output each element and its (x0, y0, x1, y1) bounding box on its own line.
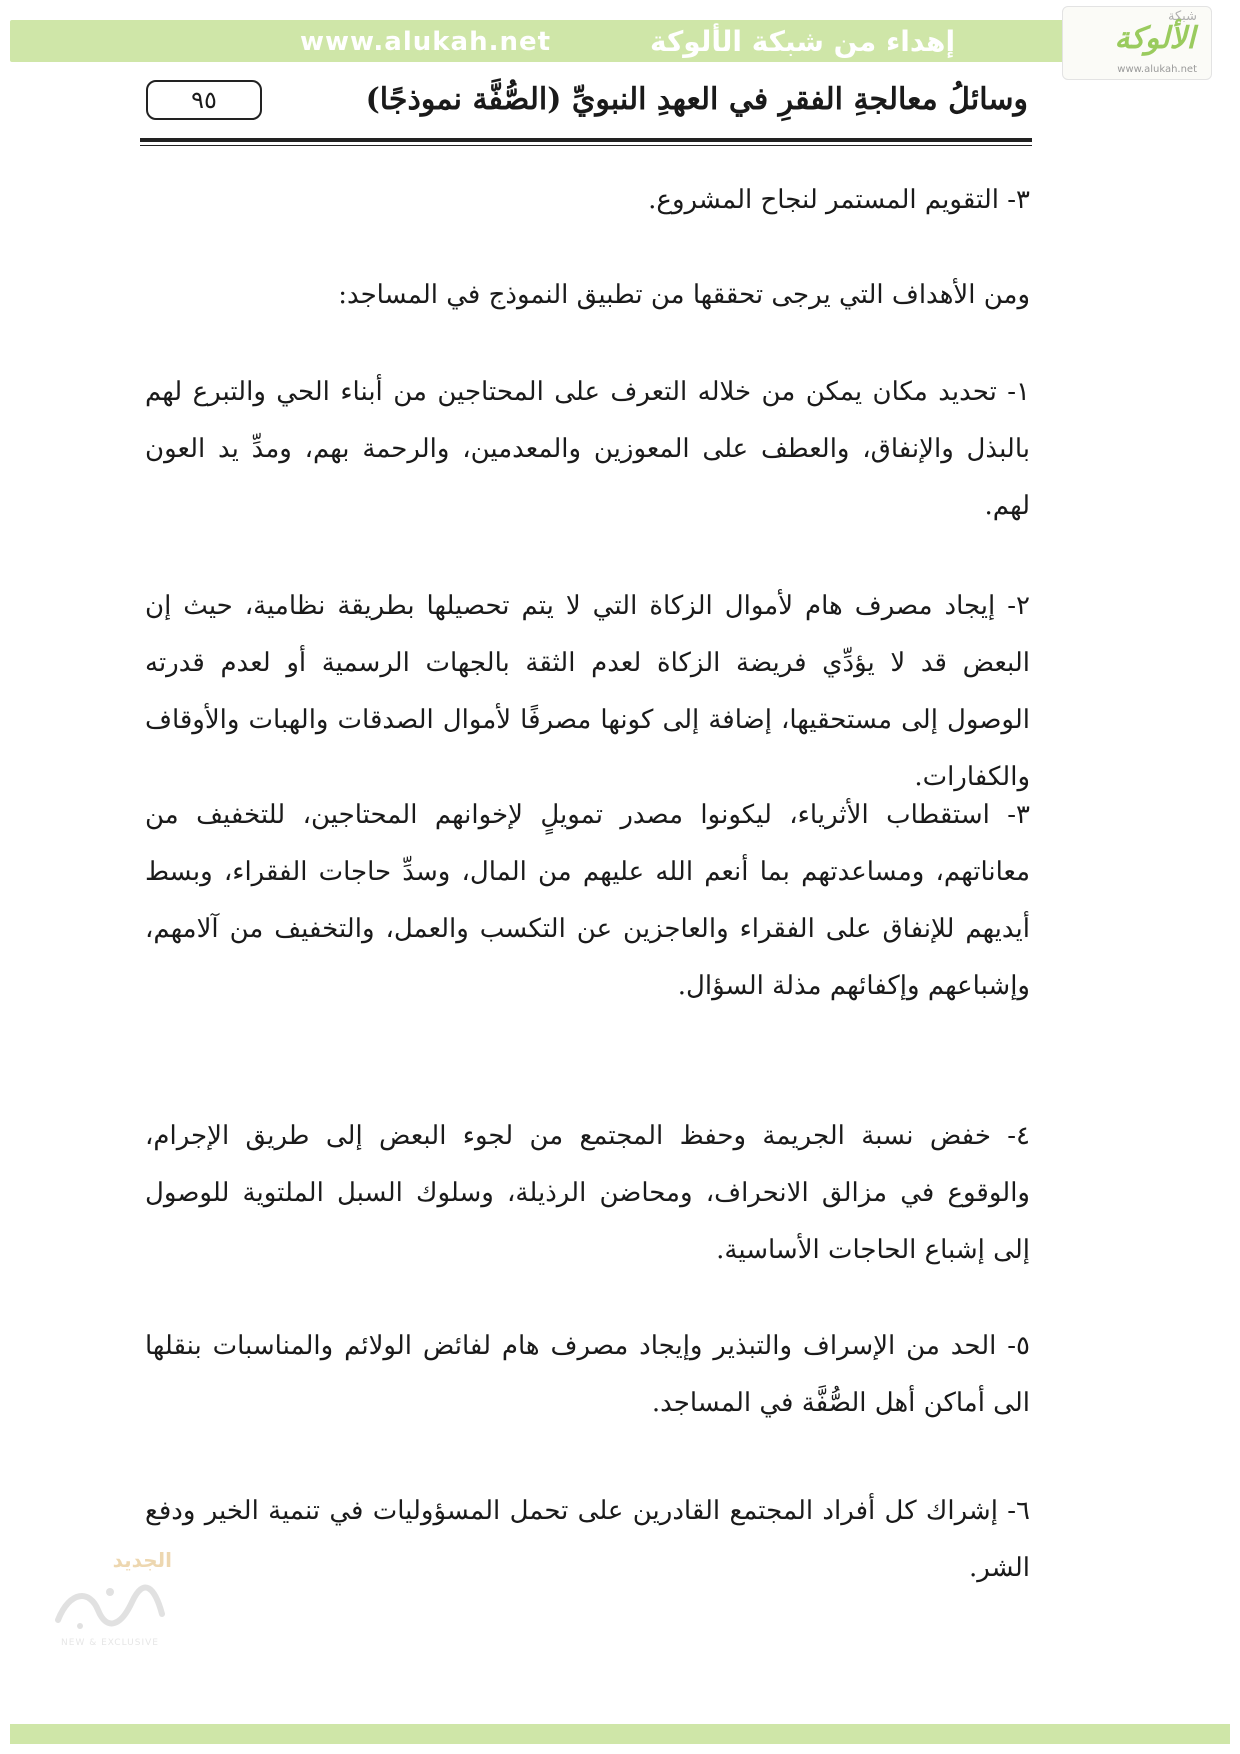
page-title: وسائلُ معالجةِ الفقرِ في العهدِ النبويِّ (الصُّفَّة نموذجًا) (365, 82, 1028, 117)
banner-url[interactable]: www.alukah.net (300, 27, 552, 57)
paragraph-goal-2: ٢- إيجاد مصرف هام لأموال الزكاة التي لا يتم تحصيلها بطريقة نظامية، حيث إن البعض قد لا يؤدِّي فريضة الزكاة لعدم الثقة بالجهات الرسمية أو لعدم قدرته الوصول إلى مستحقيها، إضافة إلى كونها مصرفًا لأموال الصدقات والهبات والأوقاف والكفارات. (145, 591, 1030, 792)
watermark-caption: NEW & EXCLUSIVE (61, 1638, 159, 1648)
logo-url-text: www.alukah.net (1117, 64, 1197, 75)
watermark-calligraphy-icon (50, 1580, 170, 1632)
paragraph-goals-intro: ومن الأهداف التي يرجى تحققها من تطبيق النموذج في المساجد: (338, 280, 1030, 310)
top-banner (10, 20, 1195, 62)
paragraph-goal-3: ٣- استقطاب الأثرياء، ليكونوا مصدر تمويلٍ لإخوانهم المحتاجين، للتخفيف من معاناتهم، ومساعدتهم بما أنعم الله عليهم من المال، وسدِّ حاجات الفقراء، وبسط أيديهم للإنفاق على الفقراء والعاجزين عن التكسب والعمل، والتخفيف من آلامهم، وإشباعهم وإكفائهم مذلة السؤال. (145, 800, 1030, 1001)
paragraph-goal-4: ٤- خفض نسبة الجريمة وحفظ المجتمع من لجوء البعض إلى طريق الإجرام، والوقوع في مزالق الانحراف، ومحاضن الرذيلة، وسلوك السبل الملتوية للوصول إلى إشباع الحاجات الأساسية. (145, 1121, 1030, 1265)
page-number: ٩٥ (146, 80, 262, 120)
logo-top-text: شبكة (1168, 9, 1197, 24)
header-divider-thick (140, 138, 1032, 142)
bottom-banner (10, 1724, 1230, 1744)
paragraph-evaluation: ٣- التقويم المستمر لنجاح المشروع. (648, 185, 1030, 215)
alukah-logo (1062, 6, 1212, 80)
paragraph-goal-6: ٦- إشراك كل أفراد المجتمع القادرين على تحمل المسؤوليات في تنمية الخير ودفع الشر. (145, 1496, 1030, 1583)
paragraph-goal-1: ١- تحديد مكان يمكن من خلاله التعرف على المحتاجين من أبناء الحي والتبرع لهم بالبذل والإنفاق، والعطف على المعوزين والمعدمين، والرحمة بهم، ومدِّ يد العون لهم. (145, 377, 1031, 521)
paragraph-goal-5: ٥- الحد من الإسراف والتبذير وإيجاد مصرف هام لفائض الولائم والمناسبات بنقلها الى أماكن أهل الصُّفَّة في المساجد. (145, 1331, 1030, 1418)
banner-gift-text: إهداء من شبكة الألوكة (650, 25, 956, 58)
header-divider-thin (140, 145, 1032, 146)
watermark-new-text: الجديد (112, 1548, 172, 1572)
logo-main-text: الألوكة (1114, 21, 1195, 56)
new-exclusive-watermark (40, 1548, 180, 1648)
